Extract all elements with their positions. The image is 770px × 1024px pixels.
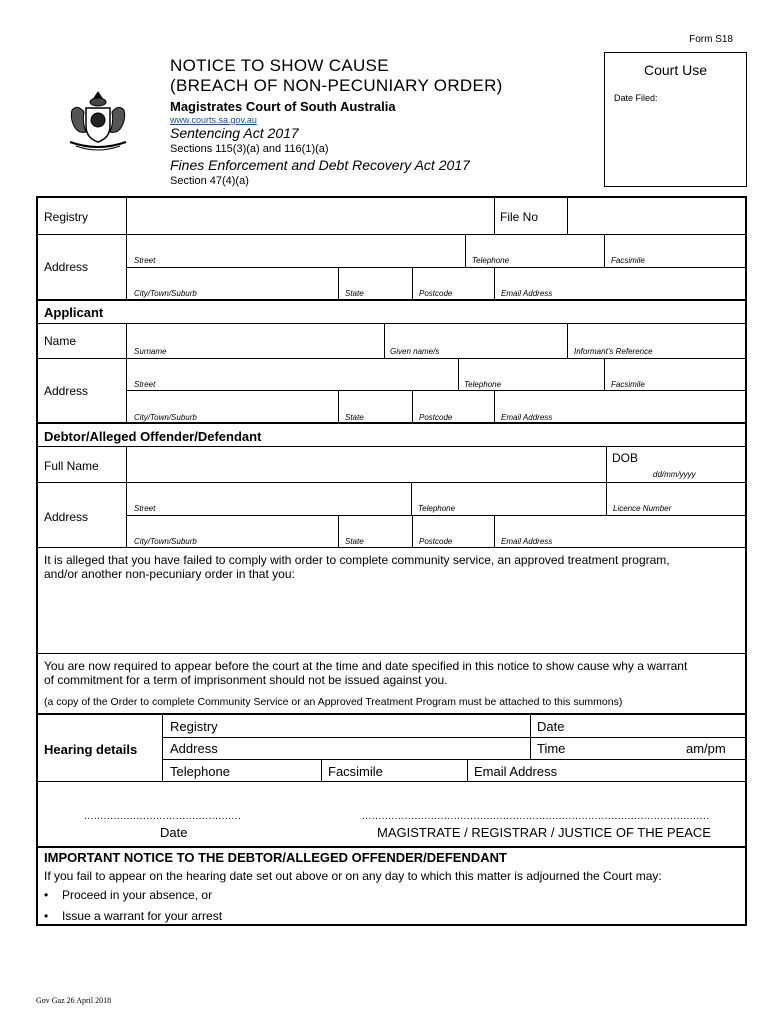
signature-date-label: Date xyxy=(160,825,188,840)
debtor-dob-format: dd/mm/yyyy xyxy=(653,470,696,479)
applicant-given-names-label: Given name/s xyxy=(390,347,440,356)
act-sentencing-sections: Sections 115(3)(a) and 116(1)(a) xyxy=(170,143,329,155)
hearing-registry-label: Registry xyxy=(170,719,218,734)
file-no-label: File No xyxy=(500,210,539,224)
registry-address-label: Address xyxy=(44,260,89,274)
debtor-full-name-label: Full Name xyxy=(44,459,99,473)
hearing-address-label: Address xyxy=(170,741,218,756)
applicant-city-label: City/Town/Suburb xyxy=(134,413,197,422)
hearing-address-field[interactable] xyxy=(238,739,528,757)
hearing-ampm-label: am/pm xyxy=(686,741,726,756)
registry-postcode-label: Postcode xyxy=(419,289,453,298)
hearing-details-label: Hearing details xyxy=(44,742,138,757)
hearing-registry-field[interactable] xyxy=(238,716,528,736)
hearing-date-field[interactable] xyxy=(578,716,738,736)
court-use-box xyxy=(604,52,747,187)
magistrate-signature-line[interactable]: .......................................................................................................... xyxy=(362,811,710,822)
required-text-line-1: You are now required to appear before the court at the time and date specified in this notice to show cause why a warrant xyxy=(44,659,688,673)
applicant-surname-label: Surname xyxy=(134,347,167,356)
important-notice-text: If you fail to appear on the hearing date set out above or on any day to which this matter is adjourned the Court may: xyxy=(44,869,662,883)
required-text-line-2: of commitment for a term of imprisonment should not be issued against you. xyxy=(44,673,448,687)
applicant-address-label: Address xyxy=(44,384,89,398)
title-line-2: (BREACH OF NON-PECUNIARY ORDER) xyxy=(170,76,503,95)
registry-field[interactable] xyxy=(128,200,492,232)
coat-of-arms-logo xyxy=(62,86,134,158)
registry-street-label: Street xyxy=(134,256,156,265)
debtor-postcode-label: Postcode xyxy=(419,537,453,546)
date-filed-label: Date Filed: xyxy=(614,93,658,103)
applicant-state-label: State xyxy=(345,413,364,422)
registry-label: Registry xyxy=(44,210,89,224)
debtor-street-label: Street xyxy=(134,504,156,513)
allegation-details-field[interactable] xyxy=(44,584,739,648)
applicant-street-label: Street xyxy=(134,380,156,389)
applicant-telephone-label: Telephone xyxy=(464,380,502,389)
bullet-icon: • xyxy=(44,909,49,923)
signature-role-label: MAGISTRATE / REGISTRAR / JUSTICE OF THE PEACE xyxy=(377,825,711,840)
form-number: Form S18 xyxy=(689,34,733,45)
applicant-name-label: Name xyxy=(44,334,77,348)
debtor-city-label: City/Town/Suburb xyxy=(134,537,197,546)
hearing-facsimile-label: Facsimile xyxy=(328,764,383,779)
bullet-icon: • xyxy=(44,888,49,902)
debtor-telephone-label: Telephone xyxy=(418,504,456,513)
debtor-address-label: Address xyxy=(44,510,89,524)
copy-note: (a copy of the Order to complete Community Service or an Approved Treatment Program must be attached to this summons) xyxy=(44,696,623,708)
title-line-1: NOTICE TO SHOW CAUSE xyxy=(170,56,389,75)
act-fines: Fines Enforcement and Debt Recovery Act 2017 xyxy=(170,157,470,173)
act-sentencing: Sentencing Act 2017 xyxy=(170,125,299,141)
hearing-telephone-label: Telephone xyxy=(170,764,230,779)
applicant-email-label: Email Address xyxy=(501,413,553,422)
hearing-time-label: Time xyxy=(537,741,566,756)
important-notice-heading: IMPORTANT NOTICE TO THE DEBTOR/ALLEGED OFFENDER/DEFENDANT xyxy=(44,850,507,865)
court-website-link[interactable]: www.courts.sa.gov.au xyxy=(170,115,257,125)
notice-bullet-1: Proceed in your absence, or xyxy=(62,888,213,902)
act-fines-section: Section 47(4)(a) xyxy=(170,175,249,187)
registry-state-label: State xyxy=(345,289,364,298)
court-name: Magistrates Court of South Australia xyxy=(170,99,396,114)
debtor-heading: Debtor/Alleged Offender/Defendant xyxy=(44,429,262,444)
debtor-licence-number-label: Licence Number xyxy=(613,504,672,513)
registry-city-label: City/Town/Suburb xyxy=(134,289,197,298)
debtor-dob-label: DOB xyxy=(612,451,639,465)
hearing-time-field[interactable] xyxy=(578,739,678,757)
notice-bullet-2: Issue a warrant for your arrest xyxy=(62,909,223,923)
applicant-heading: Applicant xyxy=(44,305,104,320)
allegation-text-line-1: It is alleged that you have failed to comply with order to complete community service, an approved treatment program, xyxy=(44,553,670,567)
debtor-email-label: Email Address xyxy=(501,537,553,546)
file-no-field[interactable] xyxy=(569,200,743,232)
form-body xyxy=(36,196,747,926)
applicant-facsimile-label: Facsimile xyxy=(611,380,645,389)
debtor-state-label: State xyxy=(345,537,364,546)
gazette-footer: Gov Gaz 26 April 2018 xyxy=(36,996,112,1005)
registry-telephone-label: Telephone xyxy=(472,256,510,265)
date-signature-line[interactable]: ................................................ xyxy=(84,811,242,822)
debtor-full-name-field[interactable] xyxy=(128,448,604,480)
allegation-text-line-2: and/or another non-pecuniary order in that you: xyxy=(44,567,295,581)
form-title xyxy=(170,56,503,96)
applicant-informants-reference-label: Informant’s Reference xyxy=(574,347,653,356)
registry-facsimile-label: Facsimile xyxy=(611,256,645,265)
applicant-postcode-label: Postcode xyxy=(419,413,453,422)
hearing-date-label: Date xyxy=(537,719,565,734)
registry-email-label: Email Address xyxy=(501,289,553,298)
hearing-email-label: Email Address xyxy=(474,764,558,779)
court-use-title: Court Use xyxy=(643,62,708,78)
